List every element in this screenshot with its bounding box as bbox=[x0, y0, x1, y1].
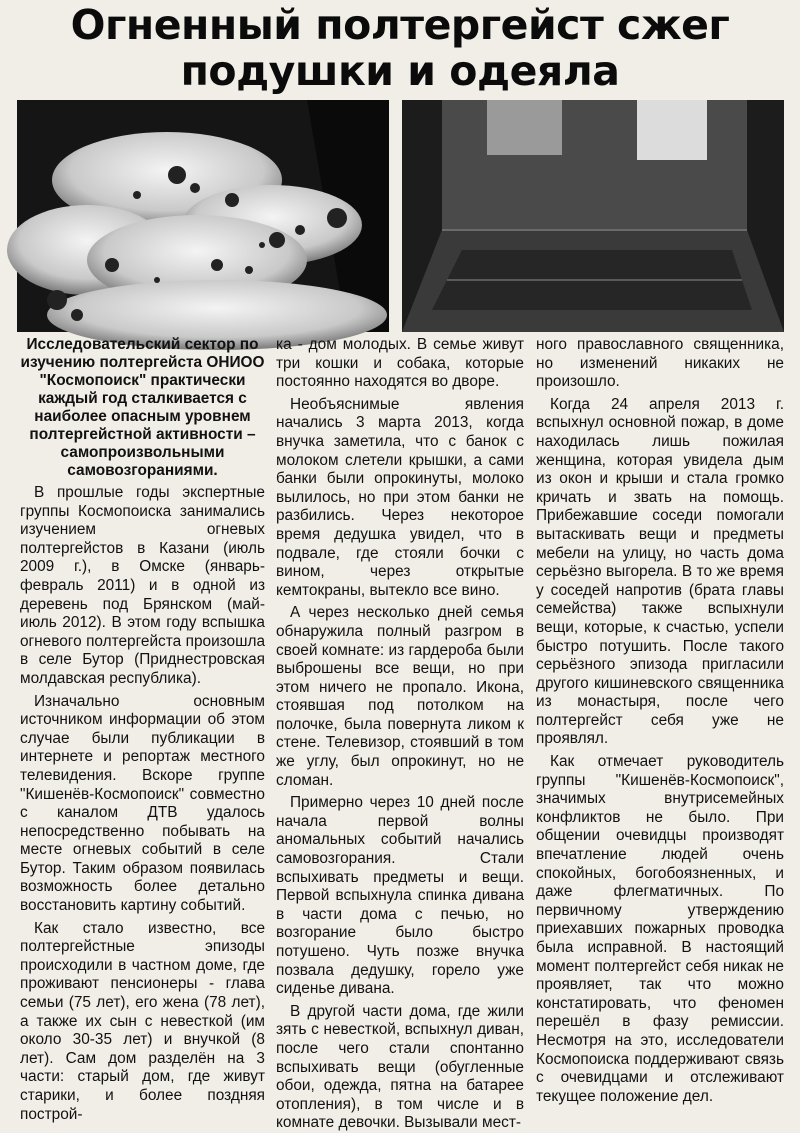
pillows-photo bbox=[17, 100, 389, 332]
burned-room-photo bbox=[402, 100, 784, 332]
article-headline: Огненный полтергейст сжег подушки и одеяла bbox=[70, 1, 730, 95]
paragraph: Как отмечает руководитель группы "Кишенёв-Космопоиск", значимых внутрисемейных конфликтов не было. При общении очевидцы производят впечатление людей очень спокойных, богобоязненных, и даже флегматичных. По первичному утверждению приехавших пожарных проводка была исправной. В настоящий момент полтергейст себя никак не проявляет, так что можно констатировать, что феномен перешёл в фазу ремиссии. Несмотря на это, исследователи Космопоиска поддерживают связь с очевидцами и отслеживают текущее положение дел. bbox=[536, 753, 784, 1105]
paragraph: Изначально основным источником информации об этом случае были публикации в интернете и репортаж местного телевидения. Вскоре группе "Кишенёв-Космопоиск" совместно с каналом ДТВ удалось непосредственно побывать на месте огневых событий в селе Бутор. Таким образом появилась возможность более детально восстановить картину событий. bbox=[20, 692, 265, 915]
paragraph: Когда 24 апреля 2013 г. вспыхнул основной пожар, в доме находилась лишь пожилая женщина, которая увидела дым из окон и крыши и стала громко кричать и звать на помощь. Прибежавшие соседи помогали вытаскивать вещи и предметы мебели на улицу, но часть дома серьёзно выгорела. В то же время у соседей напротив (брата главы семейства) также вспыхнули вещи, которые, к счастью, успели быстро потушить. После такого серьёзного эпизода пригласили другого кишиневского священника из монастыря, после чего полтергейст себя уже не проявлял. bbox=[536, 395, 784, 748]
paragraph: Примерно через 10 дней после начала первой волны аномальных событий начались самовозгорания. Стали вспыхивать предметы и вещи. Первой вспыхнула спинка дивана в части дома с печью, но возгорание было быстро потушено. Чуть позже внучка позвала дедушку, горело уже сиденье дивана. bbox=[276, 794, 524, 998]
paragraph: В другой части дома, где жили зять с невесткой, вспыхнул диван, после чего стали спонтанно вспыхивать вещи (обугленные обои, одежда, пятна на батарее отопления), в том числе и в комнате девочки. Вызывали мест- bbox=[276, 1002, 524, 1132]
text-column-2 bbox=[276, 336, 524, 1132]
paragraph: Как стало известно, все полтергейстные эпизоды происходили в частном доме, где проживают пенсионеры - глава семьи (75 лет), его жена (78 лет), а также их сын с невесткой (им около 30-35 лет) и внучкой (8 лет). Сам дом разделён на 3 части: старый дом, где живут старики, и более поздняя построй- bbox=[20, 919, 265, 1123]
text-column-3 bbox=[536, 336, 784, 1105]
paragraph: ка - дом молодых. В семье живут три кошки и собака, которые постоянно находятся во дворе. bbox=[276, 336, 524, 391]
lead-paragraph: Исследовательский сектор по изучению полтергейста ОНИОО "Космопоиск" практически каждый год сталкивается с наиболее опасным уровнем полтергейстной активности – самопроизвольными самовозгораниями. bbox=[20, 336, 265, 479]
paragraph: В прошлые годы экспертные группы Космопоиска занимались изучением огневых полтергейстов в Казани (июль 2009 г.), в Омске (январь-февраль 2011) и в одной из деревень под Брянском (май-июль 2012). В этом году вспышка огневого полтергейста произошла в селе Бутор (Приднестровская молдавская республика). bbox=[20, 484, 265, 687]
paragraph: Необъяснимые явления начались 3 марта 2013, когда внучка заметила, что с банок с молоком слетели крышки, а сами банки были опрокинуты, молоко вылилось, но при этом банки не разбились. Через некоторое время дедушка увидел, что в подвале, где стояли бочки с вином, через открытые кемтокраны, вытекло все вино. bbox=[276, 395, 524, 599]
text-column-1 bbox=[20, 336, 265, 1123]
paragraph: ного православного священника, но изменений никаких не произошло. bbox=[536, 336, 784, 391]
paragraph: А через несколько дней семья обнаружила полный разгром в своей комнате: из гардероба были выброшены все вещи, но при этом ничего не пропало. Икона, стоявшая под потолком на полочке, была повернута ликом к стене. Телевизор, стоявший в том же углу, был опрокинут, но не сломан. bbox=[276, 604, 524, 789]
